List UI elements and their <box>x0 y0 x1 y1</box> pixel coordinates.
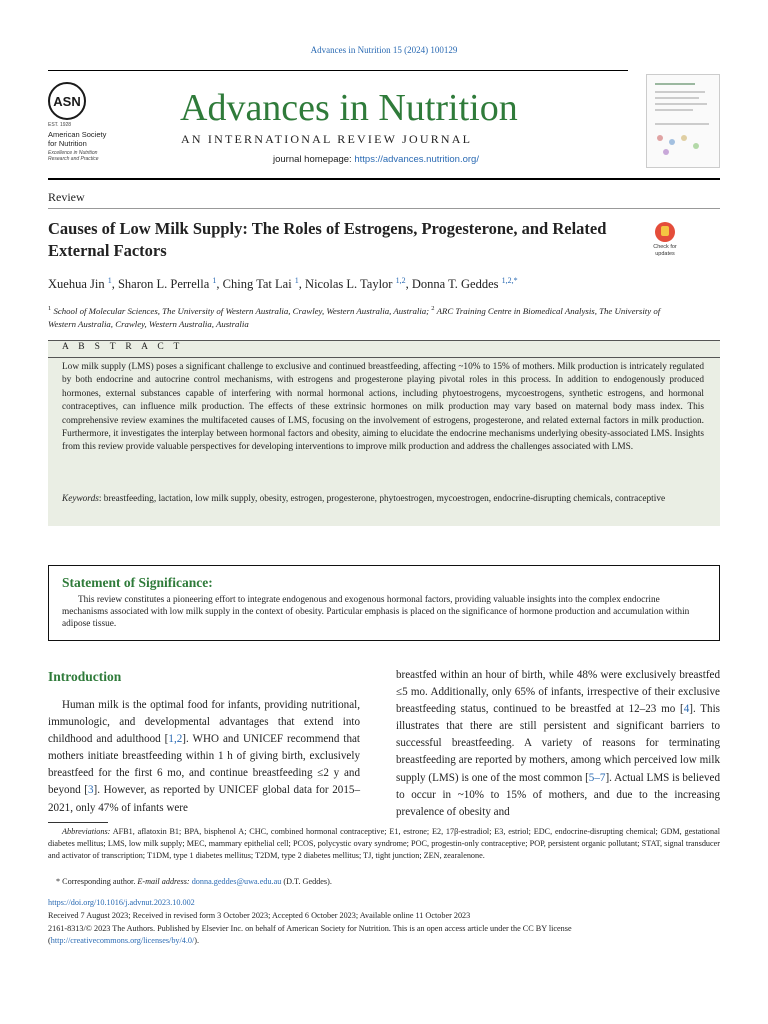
body-text: ]. Actual LMS is believed to occur in ~10% to 15% of mothers, and due to the increasing prevalence of obesity and <box>396 771 720 818</box>
introduction-heading: Introduction <box>48 669 122 684</box>
keywords <box>62 493 704 506</box>
article-title: Causes of Low Milk Supply: The Roles of Estrogens, Progesterone, and Related External Factors <box>48 219 607 260</box>
running-head[interactable]: Advances in Nutrition 15 (2024) 100129 <box>310 45 458 55</box>
body-text: breastfed within an hour of birth, while 48% were exclusively breastfed ≤5 mo. Additionally, only 65% of infants, irrespective of their exclusive breastfeeding status, continued to be breastfed at 12–23 mo [ <box>396 669 720 716</box>
citation-link[interactable]: 1,2 <box>168 733 183 746</box>
email-label: E-mail address: <box>137 877 190 886</box>
significance-title: Statement of Significance: <box>62 575 213 590</box>
abbreviations-label: Abbreviations: <box>62 827 111 836</box>
citation-link[interactable]: 4 <box>683 703 690 716</box>
crossmark-icon <box>655 222 675 242</box>
significance-text: This review constitutes a pioneering effort to integrate endogenous and exogenous hormonal factors, providing valuable insights into the complex endocrine mechanisms associated with low milk supply in the context of obesity. Particular emphasis is placed on the significance of hormone production and accumulation within adipose tissue. <box>62 595 690 630</box>
introduction-paragraph-continued <box>396 667 720 821</box>
corresponding-email-link[interactable]: donna.geddes@uwa.edu.au <box>191 877 282 886</box>
body-column-right <box>396 667 720 821</box>
author-affiliation-link[interactable]: 1,2,* <box>501 276 518 285</box>
journal-homepage <box>273 154 479 165</box>
affiliation-text: ARC Training Centre in Biomedical Analysis, The University of Western Australia, Crawley, Western Australia, Australia <box>48 305 661 329</box>
article-type-rule <box>48 208 720 209</box>
journal-homepage-label: journal homepage: <box>273 154 352 165</box>
citation-link[interactable]: 5–7 <box>588 771 606 784</box>
affiliation-number: 2 <box>431 305 435 312</box>
journal-cover-thumbnail[interactable] <box>646 74 720 168</box>
check-for-updates-label: Check for updates <box>653 244 677 257</box>
author-affiliation-link[interactable]: 1 <box>294 276 299 285</box>
corresponding-label: Corresponding author. <box>62 877 136 886</box>
affiliation-text: School of Molecular Sciences, The University of Western Australia, Crawley, Western Australia, Australia; <box>53 305 430 316</box>
header-rule-top <box>48 70 628 71</box>
asn-logo <box>48 82 108 162</box>
license-end: ). <box>194 936 200 946</box>
license-statement <box>48 923 720 947</box>
author-name: Nicolas L. Taylor <box>305 277 393 292</box>
abbreviations-text: AFB1, aflatoxin B1; BPA, bisphenol A; CHC, combined hormonal contraceptive; E1, estrone; E2, 17β-estradiol; E3, estriol; EDC, endocrine-disrupting chemical; GDM, gestational diabetes mellitus; LMS, low milk supply; MEC, mammary epithelial cell; PCOS, polycystic ovary syndrome; POC, progestin-only contraceptive; POP, persistent organic pollutant; STAT, signal transducer and activator of transcription; T1DM, type 1 diabetes mellitus; T2DM, type 2 diabetes mellitus; TJ, tight junction; ZEN, zearalenone. <box>48 827 720 861</box>
keywords-text: : breastfeeding, lactation, low milk supply, obesity, estrogen, progesterone, phytoestrogen, mycoestrogen, endocrine-disrupting chemicals, contraceptive <box>98 494 666 504</box>
asn-logo-established: EST. 1928 <box>48 122 72 128</box>
author-name: Xuehua Jin <box>48 277 105 292</box>
affiliations <box>48 302 668 331</box>
license-text: 2161-8313/© 2023 The Authors. Published by Elsevier Inc. on behalf of American Society for Nutrition. This is an open access article under the CC BY license ( <box>48 924 572 946</box>
email-suffix: (D.T. Geddes). <box>283 877 332 886</box>
keywords-label: Keywords <box>62 494 99 504</box>
abstract-text: Low milk supply (LMS) poses a significant challenge to exclusive and continued breastfeeding, affecting ~10% to 15% of mothers. Milk production is intricately regulated by both endocrine and autocrine control mechanisms, with estrogens and progesterone playing pivotal roles in this process. In addition to endogenously produced hormones, external substances capable of interfering with normal hormonal actions, including phytoestrogens, mycoestrogens, synthetic estrogens, and hormonal contraceptives, can influence milk production. The effects of these extrinsic hormones on milk production may vary based on maternal body mass index. This comprehensive review examines the multifaceted causes of LMS, focusing on the involvement of estrogens, progesterone, and related external factors in milk production. Furthermore, it investigates the interplay between hormonal factors and obesity, aiming to elucidate the endocrine mechanisms underlying obesity-associated LMS. Insights from this review provide valuable perspectives for developing interventions to improve milk production and address the challenges associated with LMS. <box>62 362 704 453</box>
significance-box <box>48 565 720 641</box>
affiliation-number: 1 <box>48 305 52 312</box>
journal-subtitle: AN INTERNATIONAL REVIEW JOURNAL <box>181 132 473 146</box>
citation-link[interactable]: 3 <box>88 784 94 797</box>
abstract-label: A B S T R A C T <box>62 342 184 352</box>
author-affiliation-link[interactable]: 1,2 <box>395 276 406 285</box>
doi-link[interactable]: https://doi.org/10.1016/j.advnut.2023.10.002 <box>48 898 195 907</box>
article-type: Review <box>48 190 85 204</box>
corresponding-star: * <box>56 877 61 886</box>
author-name: Ching Tat Lai <box>222 277 292 292</box>
body-text: ]. This illustrates that there are still persistent and significant barriers to successful breastfeeding. A variety of reasons for terminating breastfeeding are reported by mothers, among which perceived low milk supply (LMS) is one of the most common [ <box>396 703 720 784</box>
journal-title: Advances in Nutrition <box>180 87 518 129</box>
asn-logo-mark: ASN <box>53 93 81 109</box>
asn-org-name: American Society for Nutrition <box>48 130 107 148</box>
author-affiliation-link[interactable]: 1 <box>212 276 217 285</box>
footnote-rule <box>48 822 108 823</box>
asn-tagline: Excellence in Nutrition Research and Practice <box>48 150 99 162</box>
journal-homepage-link[interactable]: https://advances.nutrition.org/ <box>354 154 479 165</box>
author-name: Donna T. Geddes <box>411 277 499 292</box>
corresponding-author <box>48 877 332 886</box>
check-for-updates-button[interactable] <box>648 222 682 257</box>
article-dates: Received 7 August 2023; Received in revised form 3 October 2023; Accepted 6 October 2023; Available online 11 October 2023 <box>48 911 471 920</box>
author-name: Sharon L. Perrella <box>117 277 210 292</box>
introduction-paragraph <box>48 697 360 817</box>
abstract-box <box>48 340 720 526</box>
body-text: ]. However, as reported by UNICEF global data for 2015–2021, only 47% of infants were <box>48 784 360 814</box>
abbreviations-footnote <box>48 826 720 863</box>
license-link[interactable]: http://creativecommons.org/licenses/by/4.0/ <box>50 936 195 946</box>
author-list: Xuehua Jin $^1$, Sharon L. Perrella $^1$, Ching Tat Lai $^1$, Nicolas L. Taylor $^{1,2}$, Donna T. Geddes $^{1,2,*}$ <box>48 276 518 292</box>
asn-logo-icon <box>48 82 86 120</box>
body-text: ]. WHO and UNICEF recommend that mothers initiate breastfeeding within 1 h of giving birth, exclusively breastfeed for the first 6 mo, and continue breastfeeding ≤2 y and beyond [ <box>48 733 360 797</box>
body-text: Human milk is the optimal food for infants, providing nutritional, immunologic, and developmental advantages that extend into childhood and adulthood [ <box>48 699 360 746</box>
body-column-left <box>48 697 360 817</box>
author-affiliation-link[interactable]: 1 <box>107 276 112 285</box>
abstract-header <box>48 340 720 358</box>
header-rule-bottom <box>48 178 720 180</box>
